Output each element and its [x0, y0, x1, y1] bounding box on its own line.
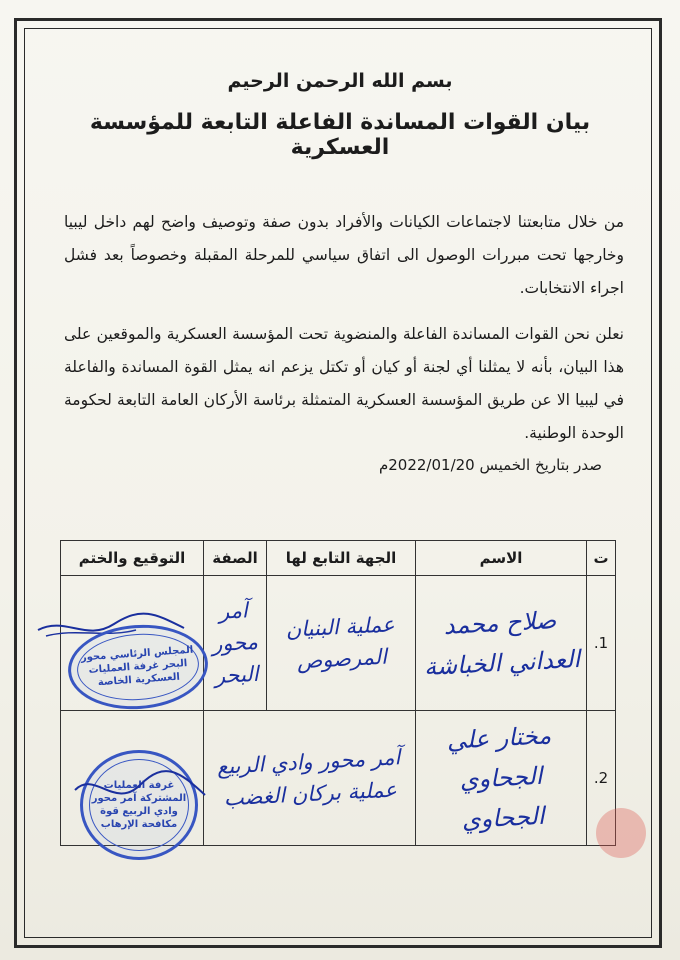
handwritten-role: آمر محور البحر [211, 598, 260, 689]
row-affiliation [204, 711, 416, 846]
header-role: الصفة [204, 541, 267, 576]
row-name [416, 711, 587, 846]
handwritten-affiliation: عملية البنيان المرصوص [285, 612, 396, 674]
row-number: 1. [587, 576, 616, 711]
header-number: ت [587, 541, 616, 576]
watermark-logo-icon [596, 808, 646, 858]
issue-date: صدر بتاريخ الخميس 2022/01/20م [378, 456, 602, 474]
header-affiliation: الجهة التابع لها [267, 541, 416, 576]
row-role [204, 576, 267, 711]
header-signature: التوقيع والختم [61, 541, 204, 576]
handwritten-name: مختار علي الجحاوي الجحاوي [446, 721, 552, 835]
stamp-text: غرفة العمليات المشتركة آمر محور وادي الربيع قوة مكافحة الإرهاب [91, 780, 187, 830]
signature-scribble-2 [70, 760, 210, 820]
header-name: الاسم [416, 541, 587, 576]
paragraph-2: نعلن نحن القوات المساندة الفاعلة والمنضوية تحت المؤسسة العسكرية والموقعين على هذا البيان، بأنه لا يمثلنا أي لجنة أو كيان أو تكتل يزعم انه يمثل القوة المساندة والفاعلة في ليبيا الا عن طريق المؤسسة العسكرية المتمثلة برئاسة الأركان العامة التابعة لحكومة الوحدة الوطنية. [64, 325, 624, 442]
row-affiliation [267, 576, 416, 711]
basmala: بسم الله الرحمن الرحيم [227, 70, 453, 92]
row-number: 2. [587, 711, 616, 846]
stamp-text: المجلس الرئاسي محور البحر غرفة العمليات العسكرية الخاصة [80, 644, 194, 689]
handwritten-affiliation: آمر محور وادي الربيع عملية بركان الغضب [216, 745, 401, 811]
handwritten-name: صلاح محمد العداني الخباشة [423, 606, 581, 682]
paragraph-1: من خلال متابعتنا لاجتماعات الكيانات والأفراد بدون صفة وتوصيف واضح لهم داخل ليبيا وخارجها تحت مبررات الوصول الى اتفاق سياسي للمرحلة المقبلة وخصوصاً بعد فشل اجراء الانتخابات. [64, 213, 624, 297]
row-name [416, 576, 587, 711]
table-header-row [61, 541, 616, 576]
statement-title: بيان القوات المساندة الفاعلة التابعة للمؤسسة العسكرية [89, 110, 591, 160]
